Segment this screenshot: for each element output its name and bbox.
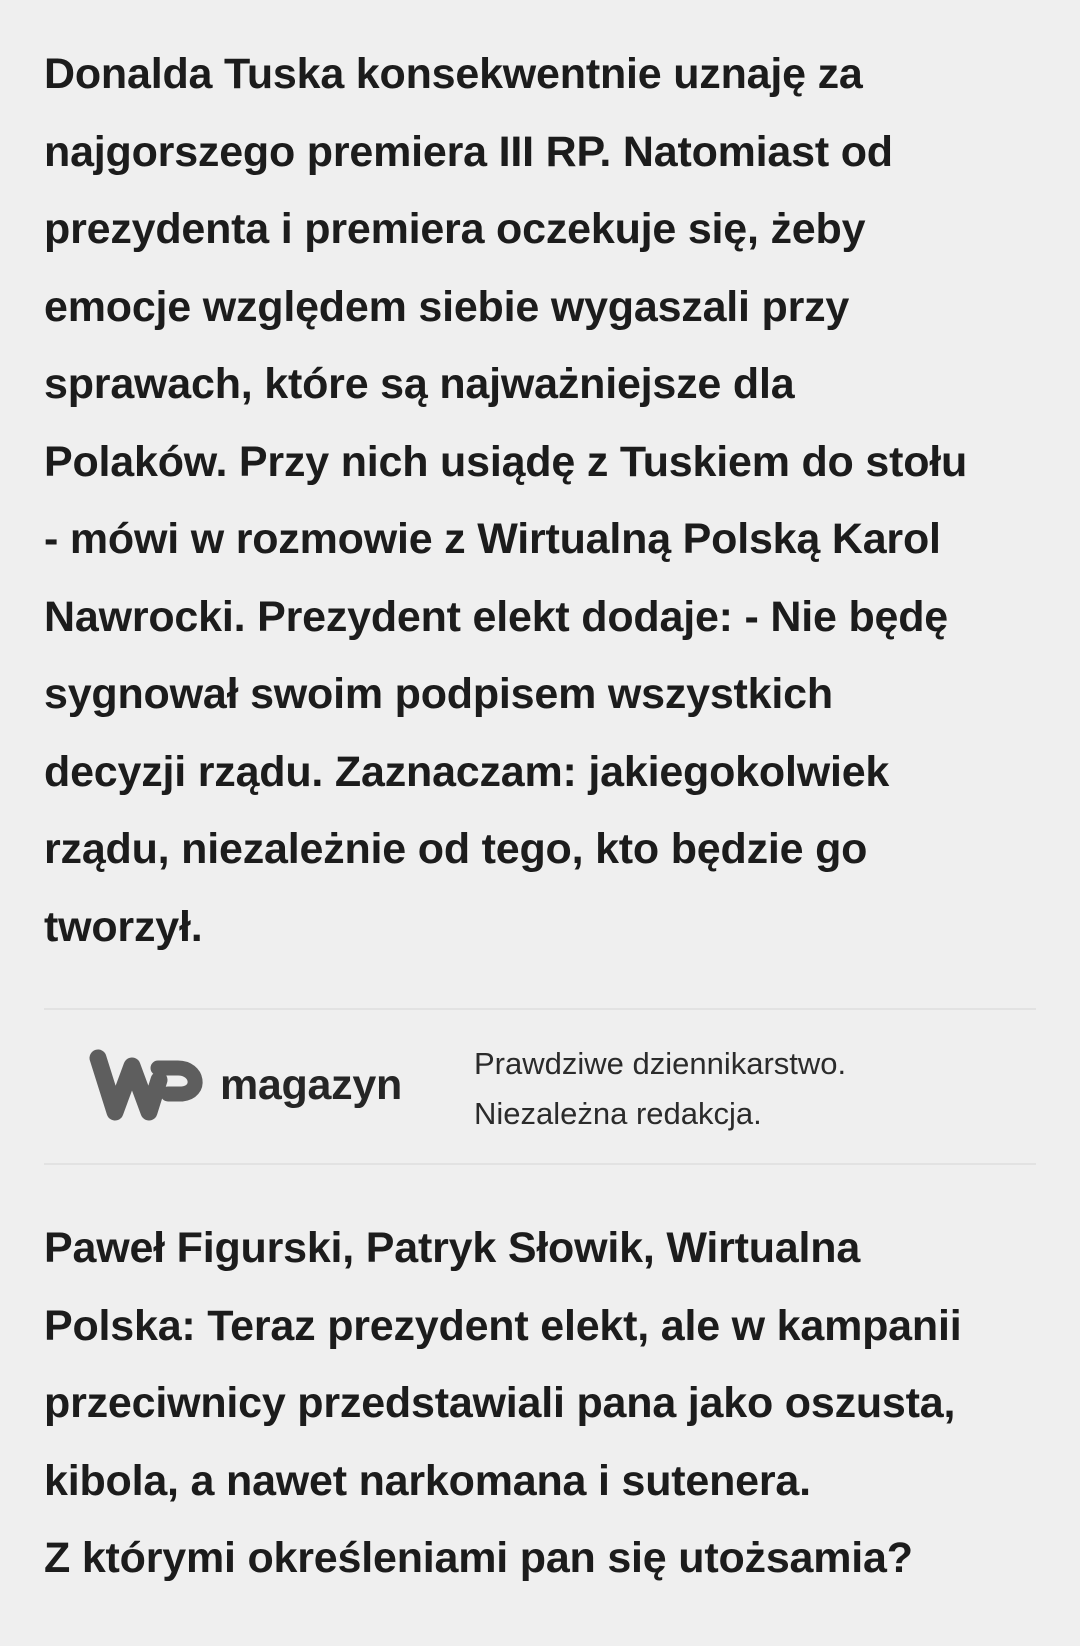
brand-tagline — [474, 1039, 846, 1139]
lead-line: Polaków. Przy nich usiądę z Tuskiem do stołu — [44, 437, 968, 486]
divider — [44, 1163, 1036, 1165]
divider — [44, 1008, 1036, 1010]
question-line: Paweł Figurski, Patryk Słowik, Wirtualna — [44, 1224, 861, 1272]
lead-line: prezydenta i premiera oczekuje się, żeby — [44, 205, 866, 253]
question-line: kibola, a nawet narkomana i sutenera. — [44, 1456, 811, 1505]
article-lead — [44, 36, 1044, 966]
lead-line: rządu, niezależnie od tego, kto będzie go — [44, 825, 868, 873]
lead-line: decyzji rządu. Zaznaczam: jakiegokolwiek — [44, 747, 890, 796]
lead-line: sprawach, które są najważniejsze dla — [44, 360, 795, 408]
lead-line: tworzył. — [44, 902, 203, 951]
interview-question — [44, 1210, 1044, 1598]
wp-magazyn-banner[interactable] — [88, 1046, 402, 1124]
lead-line: sygnował swoim podpisem wszystkich — [44, 670, 833, 718]
lead-line: najgorszego premiera III RP. Natomiast od — [44, 127, 893, 176]
lead-line: Nawrocki. Prezydent elekt dodaje: - Nie będę — [44, 592, 949, 641]
lead-line: emocje względem siebie wygaszali przy — [44, 282, 850, 331]
question-line: przeciwnicy przedstawiali pana jako oszusta, — [44, 1379, 956, 1427]
lead-line: Donalda Tuska konsekwentnie uznaję za — [44, 50, 863, 98]
question-line: Z którymi określeniami pan się utożsamia? — [44, 1534, 913, 1582]
brand-name: magazyn — [220, 1060, 402, 1109]
tagline-line: Prawdziwe dziennikarstwo. — [474, 1046, 847, 1081]
wp-logo-icon — [88, 1046, 208, 1124]
tagline-line: Niezależna redakcja. — [474, 1096, 762, 1131]
question-line: Polska: Teraz prezydent elekt, ale w kampanii — [44, 1301, 962, 1350]
lead-line: - mówi w rozmowie z Wirtualną Polską Karol — [44, 515, 941, 563]
